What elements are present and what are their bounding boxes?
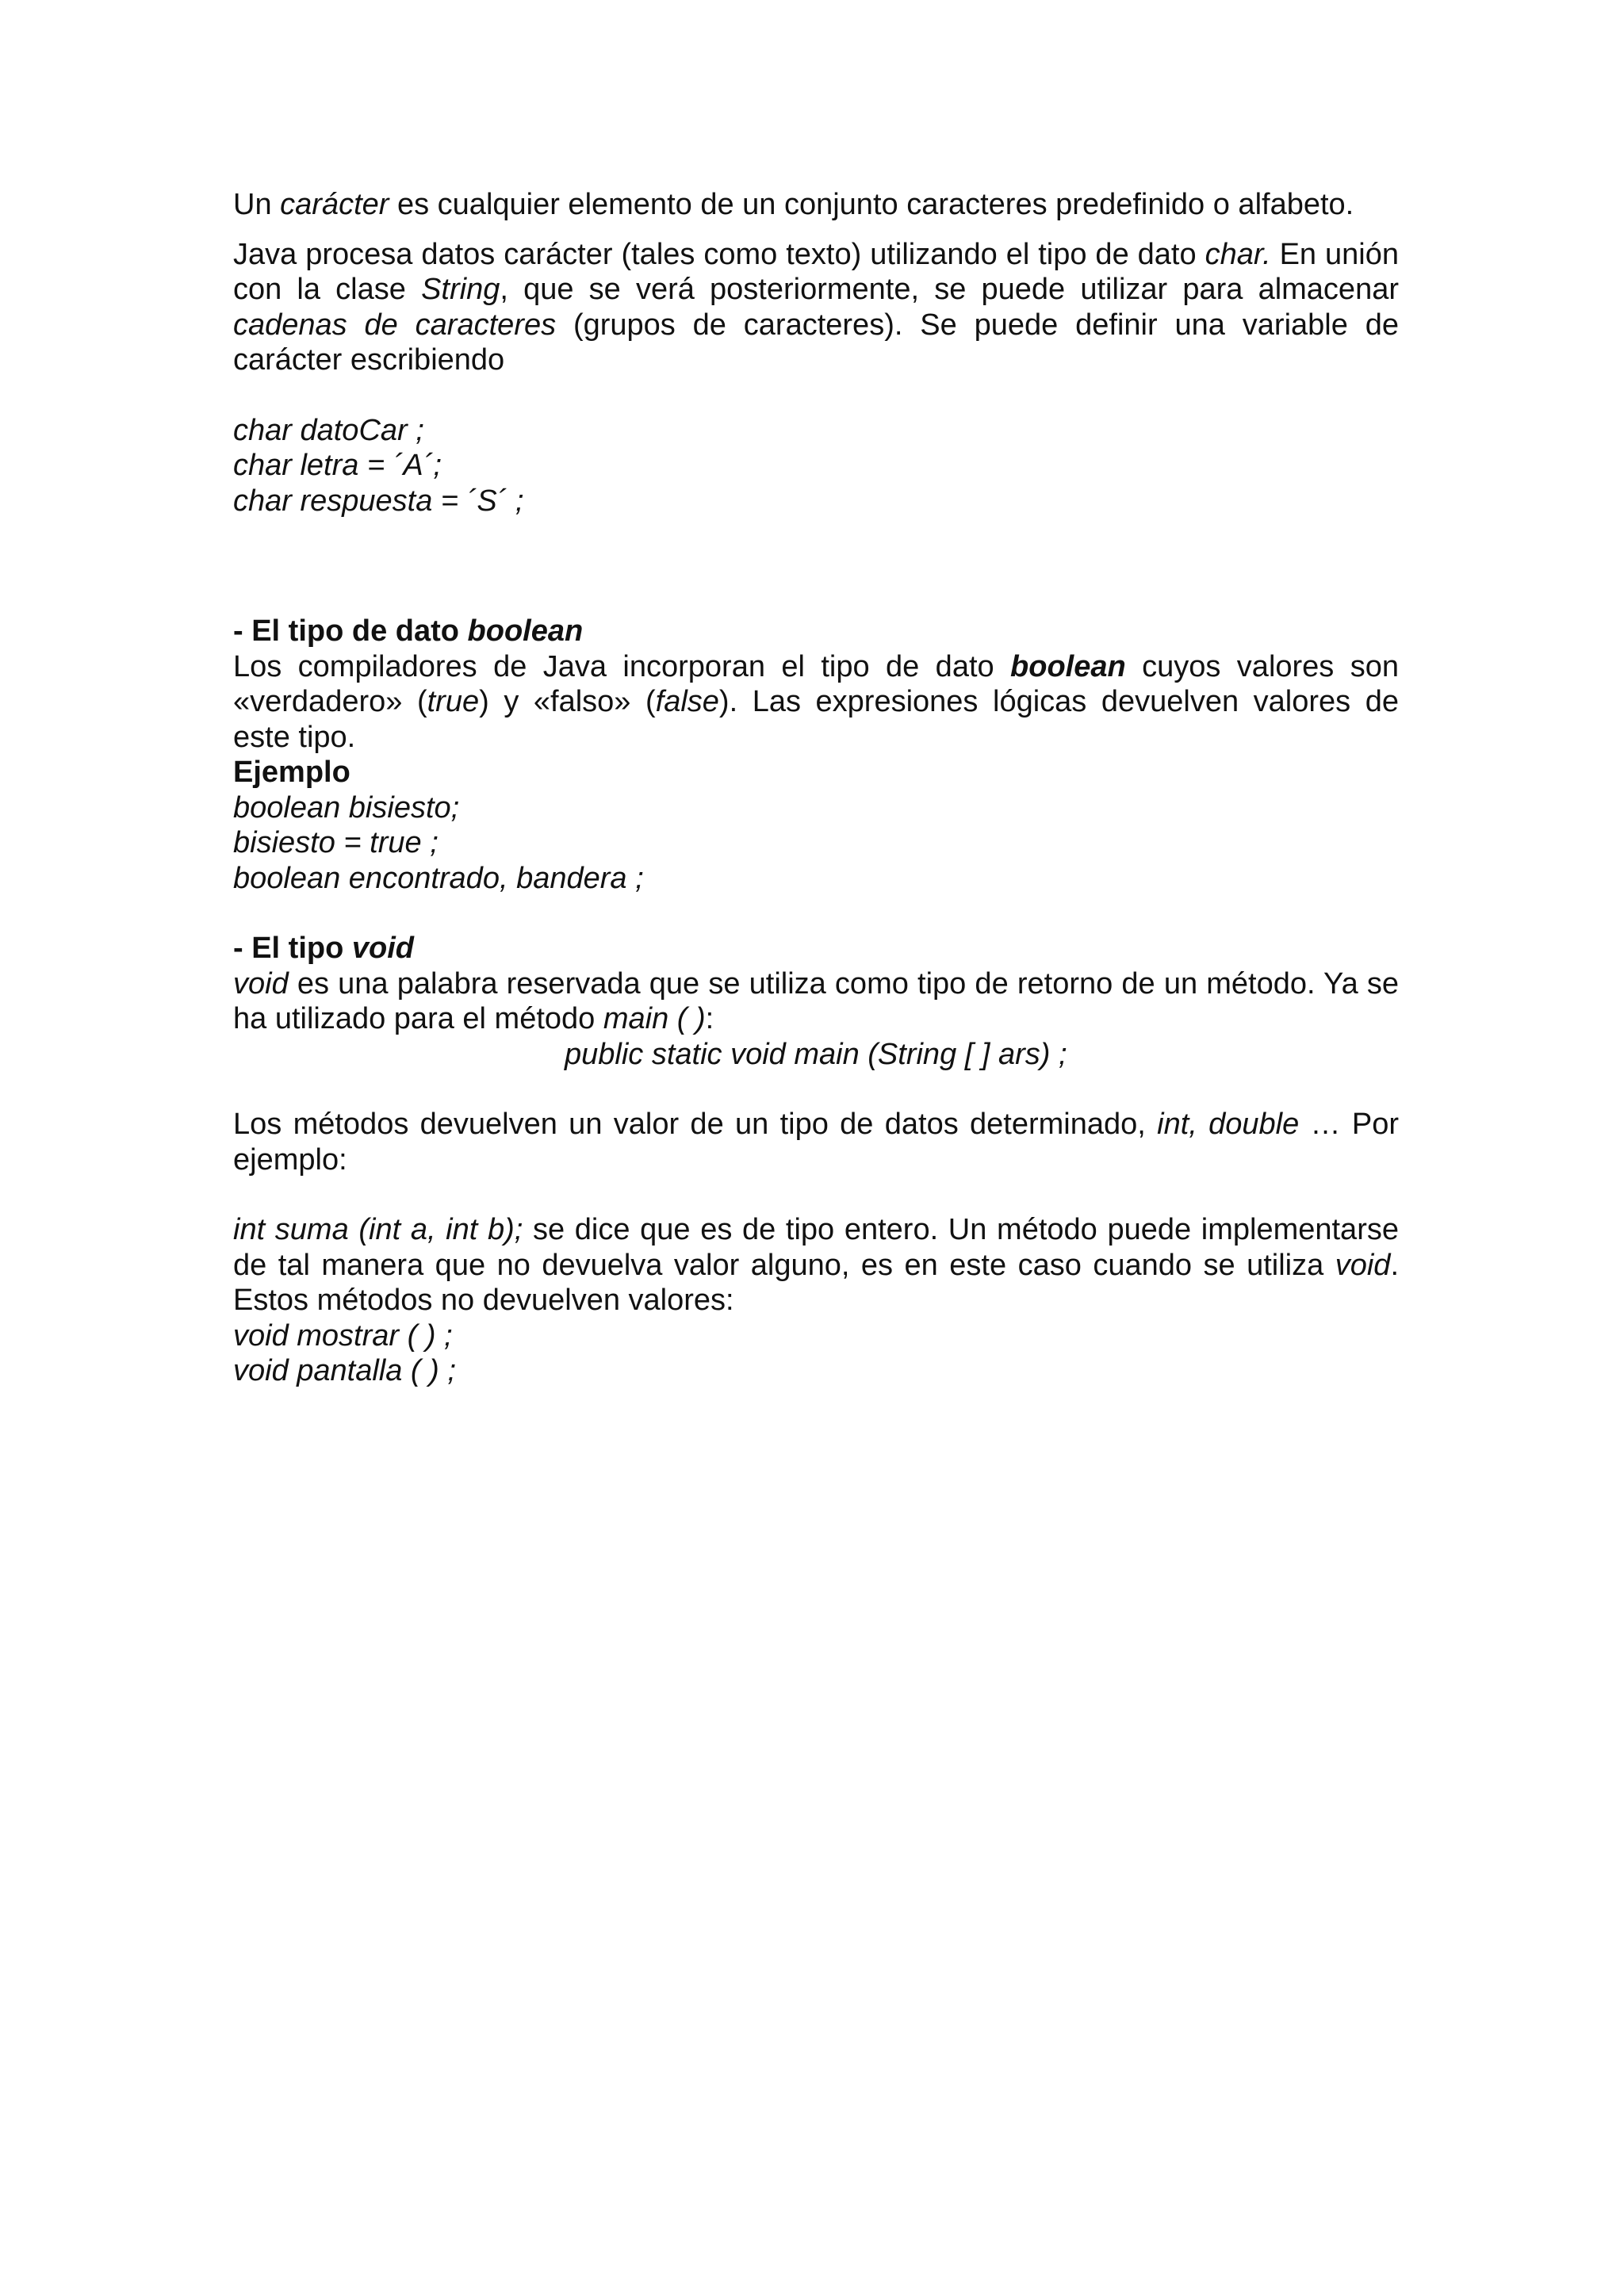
text: ) y «falso» ( bbox=[479, 685, 656, 718]
text: En unión con la clase bbox=[233, 237, 1399, 306]
text: … Por ejemplo: bbox=[233, 1108, 1400, 1177]
term-false: false bbox=[655, 685, 719, 718]
text: Un bbox=[233, 188, 281, 221]
text: es cualquier elemento de un conjunto caracteres predefinido o alfabeto. bbox=[389, 188, 1354, 221]
text: Los métodos devuelven un valor de un tipo de datos determinado, bbox=[233, 1108, 1158, 1141]
code-line: char datoCar ; bbox=[233, 413, 424, 447]
section-heading-boolean bbox=[233, 614, 1399, 649]
paragraph-char-type bbox=[233, 237, 1399, 378]
code-line: void pantalla ( ) ; bbox=[233, 1354, 456, 1387]
code-block-char bbox=[233, 413, 1399, 519]
term-true: true bbox=[427, 685, 480, 718]
text: es una palabra reservada que se utiliza como tipo de retorno de un método. Ya se ha utilizado para el método bbox=[233, 966, 1399, 1035]
text: , que se verá posteriormente, se puede utilizar para almacenar bbox=[500, 273, 1399, 306]
text: se dice que es de tipo entero. Un método puede implementarse de tal manera que no devuelva valor alguno, es en este caso cuando se utiliza bbox=[233, 1213, 1399, 1282]
heading-term: void bbox=[351, 932, 414, 965]
text: (grupos de caracteres). Se puede definir una variable de carácter escribiendo bbox=[233, 308, 1399, 377]
term-void: void bbox=[1335, 1248, 1391, 1282]
code-line: bisiesto = true ; bbox=[233, 826, 439, 859]
text: Los compiladores de Java incorporan el tipo de dato bbox=[233, 649, 1011, 683]
heading-term: boolean bbox=[467, 614, 584, 648]
code-block-void bbox=[233, 1318, 1399, 1389]
paragraph-caracter-definition bbox=[233, 187, 1399, 223]
heading-text: - El tipo de dato bbox=[233, 614, 468, 648]
term-boolean: boolean bbox=[1010, 649, 1126, 683]
section-heading-void bbox=[233, 931, 1399, 966]
code-line: void mostrar ( ) ; bbox=[233, 1318, 453, 1353]
text: cuyos valores son «verdadero» ( bbox=[233, 649, 1399, 718]
example-label-text: Ejemplo bbox=[233, 756, 350, 789]
code-line: char letra = ´A´; bbox=[233, 449, 442, 482]
term-string: String bbox=[421, 273, 500, 306]
term-char: char. bbox=[1205, 237, 1271, 271]
main-signature: public static void main (String [ ] ars) ; bbox=[565, 1037, 1067, 1071]
term-void: void bbox=[233, 966, 289, 1001]
heading-text: - El tipo bbox=[233, 932, 352, 965]
term-caracter: carácter bbox=[280, 188, 389, 221]
text: ). Las expresiones lógicas devuelven valores de este tipo. bbox=[233, 685, 1399, 754]
paragraph-boolean bbox=[233, 649, 1399, 756]
term-int-double: int, double bbox=[1157, 1108, 1300, 1141]
text: : bbox=[705, 1002, 714, 1035]
text: . Estos métodos no devuelven valores: bbox=[233, 1248, 1399, 1317]
paragraph-void bbox=[233, 966, 1399, 1037]
code-line: boolean encontrado, bandera ; bbox=[233, 861, 644, 895]
code-line: boolean bisiesto; bbox=[233, 790, 460, 825]
code-inline-suma: int suma (int a, int b); bbox=[233, 1213, 523, 1246]
term-main: main ( ) bbox=[603, 1002, 706, 1035]
text: Java procesa datos carácter (tales como texto) utilizando el tipo de dato bbox=[233, 237, 1205, 271]
term-cadenas: cadenas de caracteres bbox=[233, 308, 557, 342]
paragraph-suma-example bbox=[233, 1212, 1399, 1318]
code-block-boolean bbox=[233, 790, 1399, 897]
document-body bbox=[233, 187, 1399, 1389]
paragraph-methods-return bbox=[233, 1107, 1399, 1177]
code-line: char respuesta = ´S´ ; bbox=[233, 484, 524, 518]
example-label bbox=[233, 755, 1399, 790]
